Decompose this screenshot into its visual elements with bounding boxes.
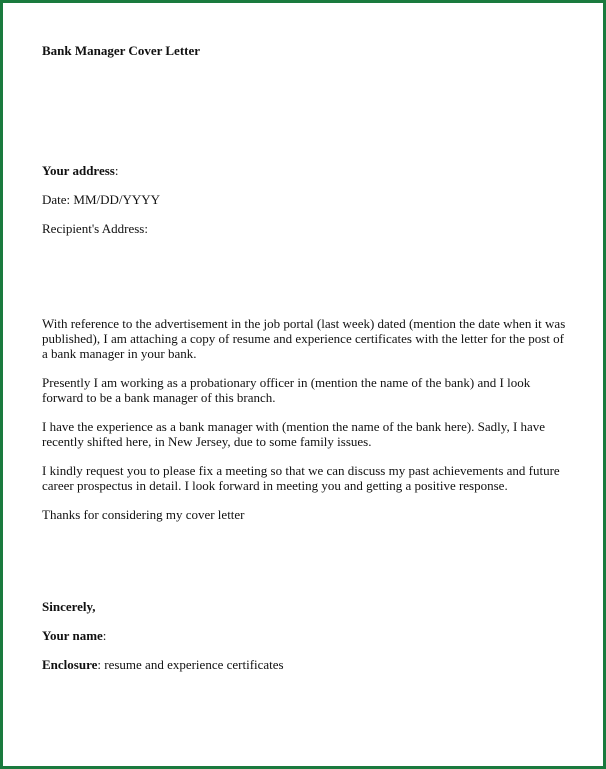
your-name-line — [42, 628, 570, 643]
body-paragraph-1: With reference to the advertisement in the job portal (last week) dated (mention the date when it was published), I am attaching a copy of resume and experience certificates with the letter for the post of a bank manager in your bank. — [42, 316, 566, 361]
recipient-address-line: Recipient's Address: — [42, 221, 148, 236]
body-paragraph-4: I kindly request you to please fix a meeting so that we can discuss my past achievements and future career prospectus in detail. I look forward in meeting you and getting a positive response. — [42, 463, 560, 493]
your-name-label: Your name — [42, 628, 103, 643]
closing: Sincerely, — [42, 599, 96, 614]
your-address-colon: : — [114, 163, 119, 178]
spacer — [42, 536, 570, 599]
enclosure-line — [42, 657, 570, 672]
your-address-label: Your address — [42, 163, 115, 178]
body-paragraph-5: Thanks for considering my cover letter — [42, 507, 245, 522]
your-name-colon: : — [102, 628, 107, 643]
spacer — [42, 250, 570, 316]
closing-line — [42, 599, 570, 614]
body-paragraph-3: I have the experience as a bank manager with (mention the name of the bank here). Sadly, I have recently shifted here, in New Jersey, due to some family issues. — [42, 419, 546, 449]
letter-document — [42, 43, 570, 686]
enclosure-label: Enclosure — [42, 657, 98, 672]
enclosure-text: : resume and experience certificates — [97, 657, 284, 672]
date-line: Date: MM/DD/YYYY — [42, 192, 161, 207]
your-address-line — [42, 163, 570, 178]
document-title: Bank Manager Cover Letter — [42, 43, 201, 58]
body-paragraph-2: Presently I am working as a probationary officer in (mention the name of the bank) and I look forward to be a bank manager of this branch. — [42, 375, 531, 405]
